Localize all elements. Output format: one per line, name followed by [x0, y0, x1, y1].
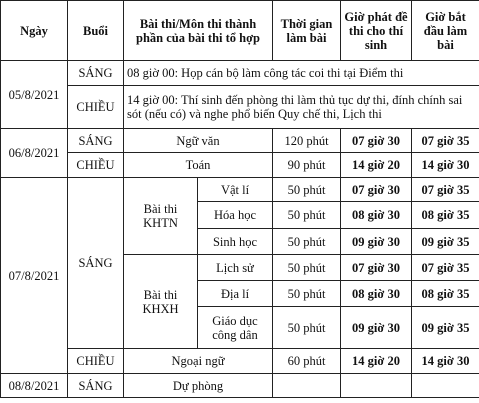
date-cell: 08/8/2021	[1, 374, 68, 398]
empty-cell	[412, 374, 479, 398]
subject-cell: Giáo dục công dân	[198, 307, 273, 349]
table-row	[1, 129, 479, 153]
distribute-time-cell: 07 giờ 30	[341, 129, 412, 153]
date-cell: 06/8/2021	[1, 129, 68, 178]
note-cell: 14 giờ 00: Thí sinh đến phòng thi làm thủ tục dự thi, đính chính sai sót (nếu có) và nghe phổ biến Quy chế thi, Lịch thi	[124, 86, 479, 129]
header-row	[1, 1, 479, 61]
session-cell: SÁNG	[68, 129, 124, 153]
table-row	[1, 349, 479, 374]
empty-cell	[273, 374, 341, 398]
table-row	[1, 61, 479, 86]
start-time-cell: 14 giờ 30	[412, 153, 479, 178]
session-cell: CHIỀU	[68, 153, 124, 178]
distribute-time-cell: 14 giờ 20	[341, 349, 412, 374]
note-cell: 08 giờ 00: Họp cán bộ làm công tác coi thi tại Điểm thi	[124, 61, 479, 86]
start-time-cell: 07 giờ 35	[412, 255, 479, 281]
date-cell: 07/8/2021	[1, 178, 68, 374]
duration-cell: 50 phút	[273, 202, 341, 229]
empty-cell	[341, 374, 412, 398]
session-cell: SÁNG	[68, 374, 124, 398]
subject-cell: Ngoại ngữ	[124, 349, 273, 374]
subject-cell: Lịch sử	[198, 255, 273, 281]
table-row	[1, 178, 479, 202]
header-day: Ngày	[1, 1, 68, 61]
distribute-time-cell: 07 giờ 30	[341, 255, 412, 281]
header-duration: Thời gian làm bài	[273, 1, 341, 61]
table-row	[1, 86, 479, 129]
duration-cell: 90 phút	[273, 153, 341, 178]
table-row	[1, 153, 479, 178]
start-time-cell: 09 giờ 35	[412, 229, 479, 255]
subject-cell: Ngữ văn	[124, 129, 273, 153]
distribute-time-cell: 14 giờ 20	[341, 153, 412, 178]
combined-exam-khtn: Bài thi KHTN	[124, 178, 198, 255]
distribute-time-cell: 07 giờ 30	[341, 178, 412, 202]
start-time-cell: 14 giờ 30	[412, 349, 479, 374]
distribute-time-cell: 09 giờ 30	[341, 229, 412, 255]
start-time-cell: 08 giờ 35	[412, 281, 479, 307]
subject-cell: Toán	[124, 153, 273, 178]
header-subject: Bài thi/Môn thi thành phần của bài thi tổ hợp	[124, 1, 273, 61]
header-start-time: Giờ bắt đầu làm bài	[412, 1, 479, 61]
duration-cell: 50 phút	[273, 178, 341, 202]
session-cell: SÁNG	[68, 61, 124, 86]
subject-cell: Hóa học	[198, 202, 273, 229]
combined-exam-khxh: Bài thi KHXH	[124, 255, 198, 349]
start-time-cell: 07 giờ 35	[412, 178, 479, 202]
duration-cell: 50 phút	[273, 307, 341, 349]
distribute-time-cell: 09 giờ 30	[341, 307, 412, 349]
duration-cell: 50 phút	[273, 281, 341, 307]
duration-cell: 50 phút	[273, 229, 341, 255]
distribute-time-cell: 08 giờ 30	[341, 202, 412, 229]
start-time-cell: 07 giờ 35	[412, 129, 479, 153]
session-cell: SÁNG	[68, 178, 124, 349]
table-row	[1, 374, 479, 398]
duration-cell: 120 phút	[273, 129, 341, 153]
duration-cell: 60 phút	[273, 349, 341, 374]
subject-cell: Dự phòng	[124, 374, 273, 398]
date-cell: 05/8/2021	[1, 61, 68, 129]
session-cell: CHIỀU	[68, 86, 124, 129]
subject-cell: Địa lí	[198, 281, 273, 307]
start-time-cell: 09 giờ 35	[412, 307, 479, 349]
subject-cell: Sinh học	[198, 229, 273, 255]
header-session: Buổi	[68, 1, 124, 61]
header-distribute-time: Giờ phát đề thi cho thí sinh	[341, 1, 412, 61]
session-cell: CHIỀU	[68, 349, 124, 374]
subject-cell: Vật lí	[198, 178, 273, 202]
start-time-cell: 08 giờ 35	[412, 202, 479, 229]
distribute-time-cell: 08 giờ 30	[341, 281, 412, 307]
duration-cell: 50 phút	[273, 255, 341, 281]
